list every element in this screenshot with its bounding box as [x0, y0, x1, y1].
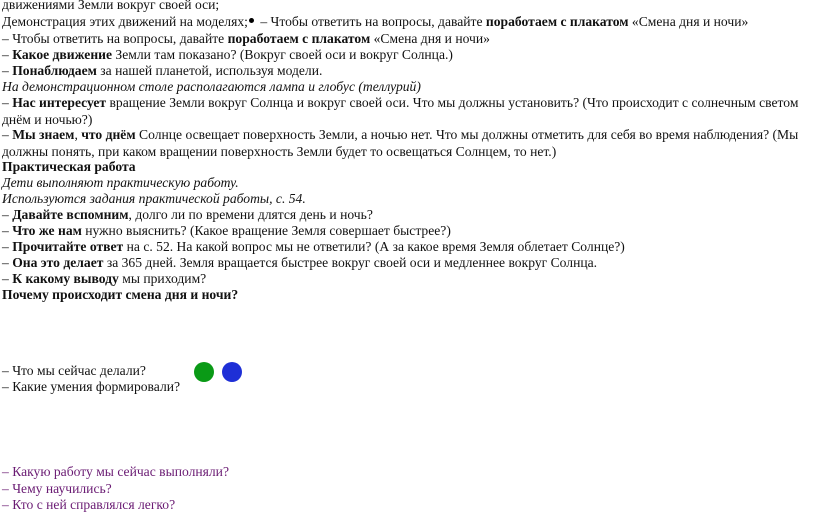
paragraph: – Нас интересует вращение Земли вокруг Солнца и вокруг своей оси. Что мы должны установить? (Что происходит с солнечным светом днём и ночью?): [2, 95, 799, 127]
text-line: На демонстрационном столе располагаются лампа и глобус (теллурий): [2, 79, 421, 94]
text-line: – Какое движение Земли там показано? (Вокруг своей оси и вокруг Солнца.): [2, 47, 453, 62]
reflection-question: – Какую работу мы сейчас выполняли?: [2, 464, 229, 479]
text-line: – Чтобы ответить на вопросы, давайте поработаем с плакатом «Смена дня и ночи»: [2, 31, 490, 46]
text-line: – Понаблюдаем за нашей планетой, используя модели.: [2, 63, 323, 78]
text-line: – Она это делает за 365 дней. Земля вращается быстрее вокруг своей оси и медленнее вокруг Солнца.: [2, 255, 598, 270]
text-line: – Прочитайте ответ на с. 52. На какой вопрос мы не ответили? (А за какое время Земля облетает Солнце?): [2, 239, 625, 254]
text-line: Демонстрация этих движений на моделях; – Чтобы ответить на вопросы, давайте поработаем с плакатом «Смена дня и ночи»: [2, 14, 749, 29]
reflection-question: – Кто с ней справлялся легко?: [2, 497, 176, 512]
green-circle: [194, 362, 214, 382]
text-line: – Давайте вспомним, долго ли по времени длятся день и ночь?: [2, 207, 373, 222]
text-line: движениями Земли вокруг своей оси;: [2, 0, 220, 12]
question-heading: Почему происходит смена дня и ночи?: [2, 287, 239, 302]
text-line: – К какому выводу мы приходим?: [2, 271, 207, 286]
text-line: Используются задания практической работы, с. 54.: [2, 191, 306, 206]
text-line: – Что же нам нужно выяснить? (Какое вращение Земля совершает быстрее?): [2, 223, 451, 238]
bullet-icon: [249, 18, 254, 23]
reflection-question: – Чему научились?: [2, 481, 112, 496]
text-line: – Какие умения формировали?: [2, 379, 181, 394]
text-line: – Что мы сейчас делали?: [2, 363, 146, 378]
paragraph: – Мы знаем, что днём Солнце освещает поверхность Земли, а ночью нет. Что мы должны отметить для себя во время наблюдения? (Мы должны понять, при каком вращении поверхность Земли будет то освещаться Солнцем, то нет.): [2, 127, 799, 159]
section-heading: Практическая работа: [2, 159, 136, 174]
text-line: Дети выполняют практическую работу.: [2, 175, 239, 190]
blue-circle: [222, 362, 242, 382]
